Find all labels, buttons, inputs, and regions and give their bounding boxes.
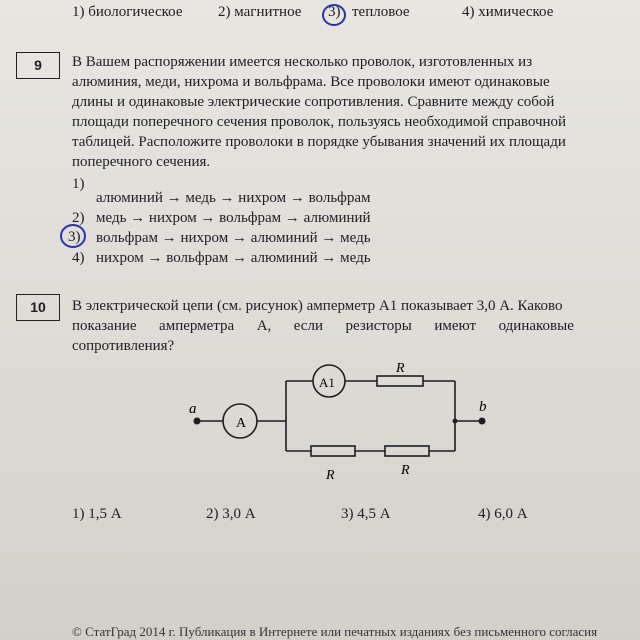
q9-text-line: таблицей. Расположите проволоки в порядке убывания значений их площади xyxy=(72,134,566,150)
top-option-2: 2) магнитное xyxy=(218,4,302,20)
question-number-box: 9 xyxy=(16,52,60,79)
top-option-3-text: тепловое xyxy=(352,4,410,20)
q9-text-line: длины и одинаковые электрические сопротивления. Сравните между собой xyxy=(72,94,555,110)
q9-option-4-text: нихром → вольфрам → алюминий → медь xyxy=(96,250,371,266)
question-number-box: 10 xyxy=(16,294,60,321)
q10-answer-4: 4) 6,0 А xyxy=(478,506,528,522)
resistor-bottom-2-symbol xyxy=(385,446,429,456)
q10-text-line: показание амперметра А, если резисторы имеют одинаковые xyxy=(72,318,574,334)
q9-option-4-number: 4) xyxy=(72,250,85,266)
q9-option-1-number: 1) xyxy=(72,176,85,192)
resistor-bottom-1-symbol xyxy=(311,446,355,456)
q10-text-line: сопротивления? xyxy=(72,338,175,354)
resistor-bottom-1-label: R xyxy=(326,468,335,483)
junction-dot xyxy=(453,419,458,424)
terminal-a xyxy=(194,418,201,425)
q9-option-2-text: медь → нихром → вольфрам → алюминий xyxy=(96,210,371,226)
node-b-label: b xyxy=(479,399,487,415)
q10-answer-1: 1) 1,5 А xyxy=(72,506,122,522)
top-option-3-number: 3) xyxy=(328,4,341,20)
top-option-4: 4) химическое xyxy=(462,4,554,20)
copyright-footer: © СтатГрад 2014 г. Публикация в Интернете или печатных изданиях без письменного согласия xyxy=(72,624,598,639)
ammeter-a-label: A xyxy=(236,416,247,431)
q9-text-line: алюминия, меди, нихрома и вольфрама. Все проволоки имеют одинаковые xyxy=(72,74,550,90)
resistor-top-label: R xyxy=(396,361,405,376)
q9-text-line: поперечного сечения. xyxy=(72,154,211,170)
q9-option-1-text: алюминий → медь → нихром → вольфрам xyxy=(96,190,371,206)
terminal-b xyxy=(479,418,486,425)
resistor-bottom-2-label: R xyxy=(401,463,410,478)
q9-option-2-number: 2) xyxy=(72,210,85,226)
q9-option-3-text: вольфрам → нихром → алюминий → медь xyxy=(96,230,371,246)
ammeter-a1-label: A1 xyxy=(319,375,335,390)
q10-text-line: В электрической цепи (см. рисунок) амперметр А1 показывает 3,0 А. Каково xyxy=(72,298,563,314)
q9-text-line: В Вашем распоряжении имеется несколько проволок, изготовленных из xyxy=(72,54,533,70)
resistor-top-symbol xyxy=(377,376,423,386)
q10-answer-2: 2) 3,0 А xyxy=(206,506,256,522)
q9-option-3-number: 3) xyxy=(68,229,81,245)
q9-text-line: площади поперечного сечения проволок, пользуясь необходимой справочной xyxy=(72,114,567,130)
q10-answer-3: 3) 4,5 А xyxy=(341,506,391,522)
node-a-label: a xyxy=(189,401,197,417)
top-option-1: 1) биологическое xyxy=(72,4,183,20)
